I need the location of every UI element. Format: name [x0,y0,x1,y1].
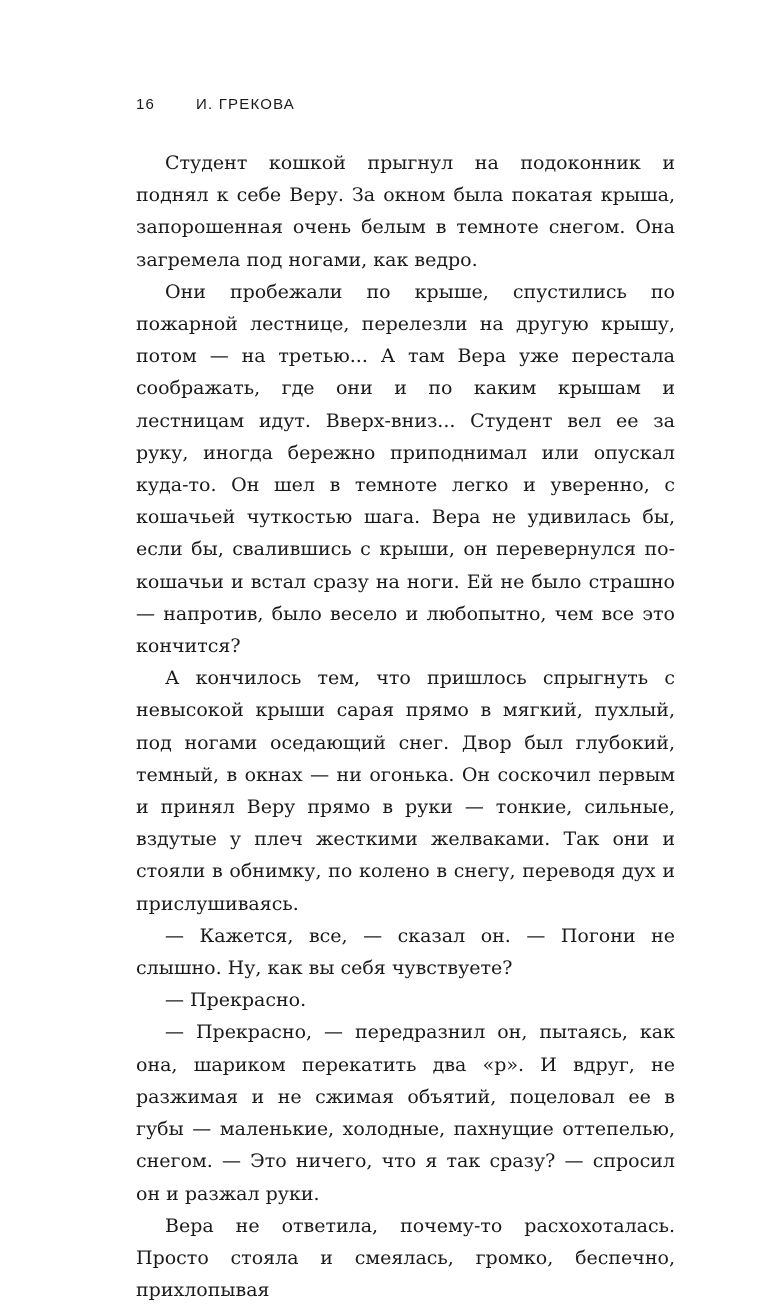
paragraph-7: Вера не ответила, почему-то расхохоталась. Просто стояла и смеялась, громко, беспечно, прихлопывая [136,1214,675,1302]
paragraph-4: — Кажется, все, — сказал он. — Погони не слышно. Ну, как вы себя чувствуете? [136,924,675,980]
running-head [136,96,295,113]
paragraph-2: Они пробежали по крыше, спустились по пожарной лестнице, перелезли на другую крышу, потом — на третью... А там Вера уже перестала соображать, где они и по каким крышам и лестницам идут. Вверх-вниз... Студент вел ее за руку, иногда бережно приподнимал или опускал куда-то. Он шел в темноте легко и уверенно, с кошачьей чуткостью шага. Вера не удивилась бы, если бы, свалившись с крыши, он перевернулся по-кошачьи и встал сразу на ноги. Ей не было страшно — напротив, было весело и любопытно, чем все это кончится? [136,280,675,658]
page-number: 16 [136,96,156,113]
body-text [136,147,675,1306]
paragraph-5: — Прекрасно. [165,989,307,1012]
paragraph-1: Студент кошкой прыгнул на подоконник и поднял к себе Веру. За окном была покатая крыша, запорошенная очень белым в темноте снегом. Она загремела под ногами, как ведро. [136,152,675,271]
author-name: И. ГРЕКОВА [196,96,295,113]
paragraph-3: А кончилось тем, что пришлось спрыгнуть с невысокой крыши сарая прямо в мягкий, пухлый, под ногами оседающий снег. Двор был глубокий, темный, в окнах — ни огонька. Он соскочил первым и принял Веру прямо в руки — тонкие, сильные, вздутые у плеч жесткими желваками. Так они и стояли в обнимку, по колено в снегу, переводя дух и прислушиваясь. [136,667,675,915]
paragraph-6: — Прекрасно, — передразнил он, пытаясь, как она, шариком перекатить два «р». И вдруг, не разжимая и не сжимая объятий, поцеловал ее в губы — маленькие, холодные, пахнущие оттепелью, снегом. — Это ничего, что я так сразу? — спросил он и разжал руки. [136,1021,675,1205]
